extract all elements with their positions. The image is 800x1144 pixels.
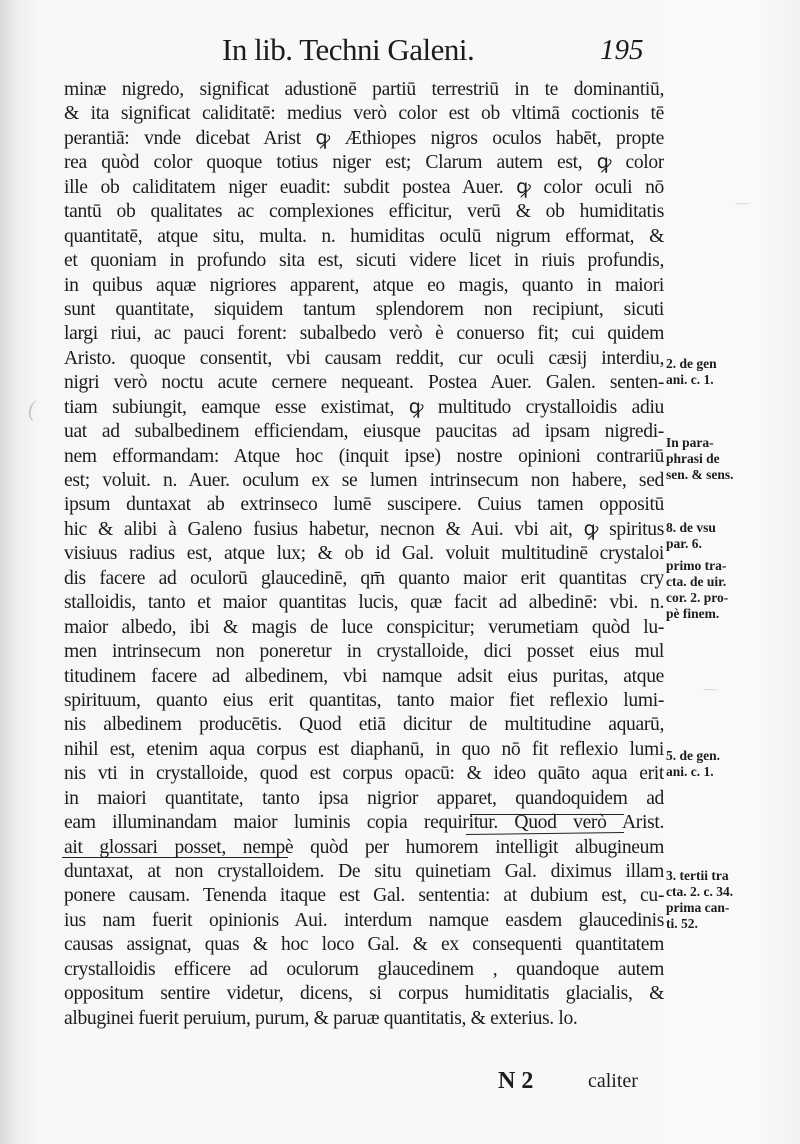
show-through-mark: — bbox=[736, 196, 749, 211]
text-line: in quibus aquæ nigriores apparent, atque eo magis, quanto in maiori bbox=[64, 274, 664, 296]
text-line: perantiā: vnde dicebat Arist ꝙ Æthiopes nigros oculos habēt, propte bbox=[64, 127, 664, 149]
text-line: albuginei fuerit peruium, purum, & paruæ quantitatis, & exterius. lo. bbox=[64, 1007, 578, 1029]
handwritten-underline bbox=[62, 857, 288, 858]
show-through-mark: — bbox=[704, 682, 717, 697]
marginal-note-line: ti. 52. bbox=[666, 916, 698, 931]
marginal-note-line: 8. de vsu bbox=[666, 520, 716, 535]
text-line: tiam subiungit, eamque esse existimat, ꝙ multitudo crystalloidis adiu bbox=[64, 396, 664, 418]
marginal-note-line: pè finem. bbox=[666, 606, 720, 621]
text-line: eam illuminandam maior luminis copia requiritur. Quod verò Arist. bbox=[64, 812, 664, 834]
marginal-note bbox=[666, 520, 796, 552]
text-line: et quoniam in profundo sita est, sicuti videre licet in riuis profundis, bbox=[64, 250, 664, 272]
text-line: dis facere ad oculorū glaucedinē, qm̄ quanto maior erit quantitas cry bbox=[64, 567, 664, 589]
handwritten-underline bbox=[470, 814, 624, 815]
text-line: titudinem facere ad albedinem, vbi namque adsit eius puritas, atque bbox=[64, 665, 664, 687]
show-through-mark: ( bbox=[28, 396, 36, 421]
marginal-note-line: cta. 2. c. 34. bbox=[666, 884, 734, 899]
marginal-note-line: phrasi de bbox=[666, 451, 720, 466]
text-line: ille ob caliditatem niger euadit: subdit postea Auer. ꝙ color oculi nō bbox=[64, 176, 664, 198]
text-line: causas assignat, quas & hoc loco Gal. & ex consequenti quantitatem bbox=[64, 934, 664, 956]
text-line: nis albedinem producētis. Quod etiā dicitur de multitudine aquarū, bbox=[64, 714, 664, 736]
text-line: & ita significat caliditatē: medius verò color est ob vltimā coctionis tē bbox=[64, 103, 664, 125]
text-line: visiuus radius est, atque lux; & ob id Gal. voluit multitudinē crystaloi bbox=[64, 543, 664, 565]
text-line: sunt quantitate, siquidem tantum splendorem non recipiunt, sicuti bbox=[64, 298, 664, 320]
text-line: Aristo. quoque consentit, vbi causam reddit, cur oculi cæsij interdiu, bbox=[64, 347, 664, 369]
page-number: 195 bbox=[600, 34, 644, 66]
marginal-note-line: ani. c. 1. bbox=[666, 764, 714, 779]
text-line: nihil est, etenim aqua corpus est diaphanū, in quo nō fit reflexio lumi bbox=[64, 738, 664, 760]
text-line: spirituum, quanto eius erit quantitas, tanto maior fiet reflexio lumi- bbox=[64, 689, 664, 711]
marginal-note-line: 3. tertii tra bbox=[666, 868, 729, 883]
text-line: ait glossari posset, nempè quòd per humorem intelligit albugineum bbox=[64, 836, 664, 858]
text-line: ponere causam. Tenenda itaque est Gal. sententia: at dubium est, cu- bbox=[64, 885, 664, 907]
text-line: nigri verò noctu acute cernere nequeant. Postea Auer. Galen. senten- bbox=[64, 372, 664, 394]
marginal-note-line: 2. de gen bbox=[666, 356, 717, 371]
signature-mark: N 2 bbox=[498, 1068, 534, 1094]
text-line: hic & alibi à Galeno fusius habetur, necnon & Aui. vbi ait, ꝙ spiritus bbox=[64, 518, 664, 540]
marginal-note-line: In para- bbox=[666, 435, 714, 450]
text-line: nem efformandam: Atque hoc (inquit ipse) nostre opinioni contrariū bbox=[64, 445, 664, 467]
text-line: crystalloidis efficere ad oculorum glaucedinem , quandoque autem bbox=[64, 958, 664, 980]
text-line: in maiori quantitate, tanto ipsa nigrior apparet, quandoquidem ad bbox=[64, 787, 664, 809]
text-line: men intrinsecum non poneretur in crystalloide, dici posset eius mul bbox=[64, 641, 664, 663]
text-line: maior albedo, ibi & magis de luce conspicitur; verumetiam quòd lu- bbox=[64, 616, 664, 638]
marginal-note-line: cor. 2. pro- bbox=[666, 590, 729, 605]
text-line: uat ad subalbedinem efficiendam, eiusque paucitas ad ipsam nigredi- bbox=[64, 421, 664, 443]
marginal-note bbox=[666, 558, 796, 622]
text-line: nis vti in crystalloide, quod est corpus opacū: & ideo quāto aqua erit bbox=[64, 763, 664, 785]
text-line: rea quòd color quoque totius niger est; Clarum autem est, ꝙ color bbox=[64, 152, 664, 174]
text-line: minæ nigredo, significat adustionē partiū terrestriū in te dominantiū, bbox=[64, 79, 664, 100]
page-footer bbox=[0, 1068, 800, 1098]
marginal-note bbox=[666, 748, 796, 780]
main-text-block bbox=[64, 78, 664, 1031]
text-line: tantū ob qualitates ac complexiones efficitur, verū & ob humiditatis bbox=[64, 201, 664, 223]
text-line: ius nam fuerit opinionis Aui. interdum namque easdem glaucedinis bbox=[64, 909, 664, 931]
marginal-note-line: par. 6. bbox=[666, 536, 702, 551]
marginal-note-line: prima can- bbox=[666, 900, 730, 915]
marginal-note-line: primo tra- bbox=[666, 558, 727, 573]
marginal-note bbox=[666, 435, 796, 483]
marginal-note-line: ani. c. 1. bbox=[666, 372, 714, 387]
text-line: quantitatē, atque situ, multa. n. humiditas oculū nigrum efformat, & bbox=[64, 225, 664, 247]
marginal-note bbox=[666, 356, 796, 388]
catchword: caliter bbox=[588, 1070, 638, 1092]
text-line: stalloidis, tanto et maior quantitas lucis, quæ facit ad albedinē: vbi. n. bbox=[64, 592, 664, 614]
marginal-note-line: sen. & sens. bbox=[666, 467, 734, 482]
running-title: In lib. Techni Galeni. bbox=[222, 32, 475, 67]
text-line: est; voluit. n. Auer. oculum ex se lumen intrinsecum non habere, sed bbox=[64, 470, 664, 491]
marginal-note bbox=[666, 868, 796, 932]
text-line: ipsum duntaxat ab extrinseco lumē suscipere. Cuius tamen oppositū bbox=[64, 494, 664, 516]
text-line: duntaxat, at non crystalloidem. De situ quinetiam Gal. diximus illam bbox=[64, 861, 664, 882]
text-line: largi riui, ac pauci forent: subalbedo verò è conuerso fit; cui quidem bbox=[64, 323, 664, 345]
page-header bbox=[0, 32, 800, 72]
marginal-note-line: 5. de gen. bbox=[666, 748, 720, 763]
text-line: oppositum sentire videtur, dicens, si corpus humiditatis glacialis, & bbox=[64, 983, 664, 1005]
marginal-note-line: cta. de uir. bbox=[666, 574, 727, 589]
